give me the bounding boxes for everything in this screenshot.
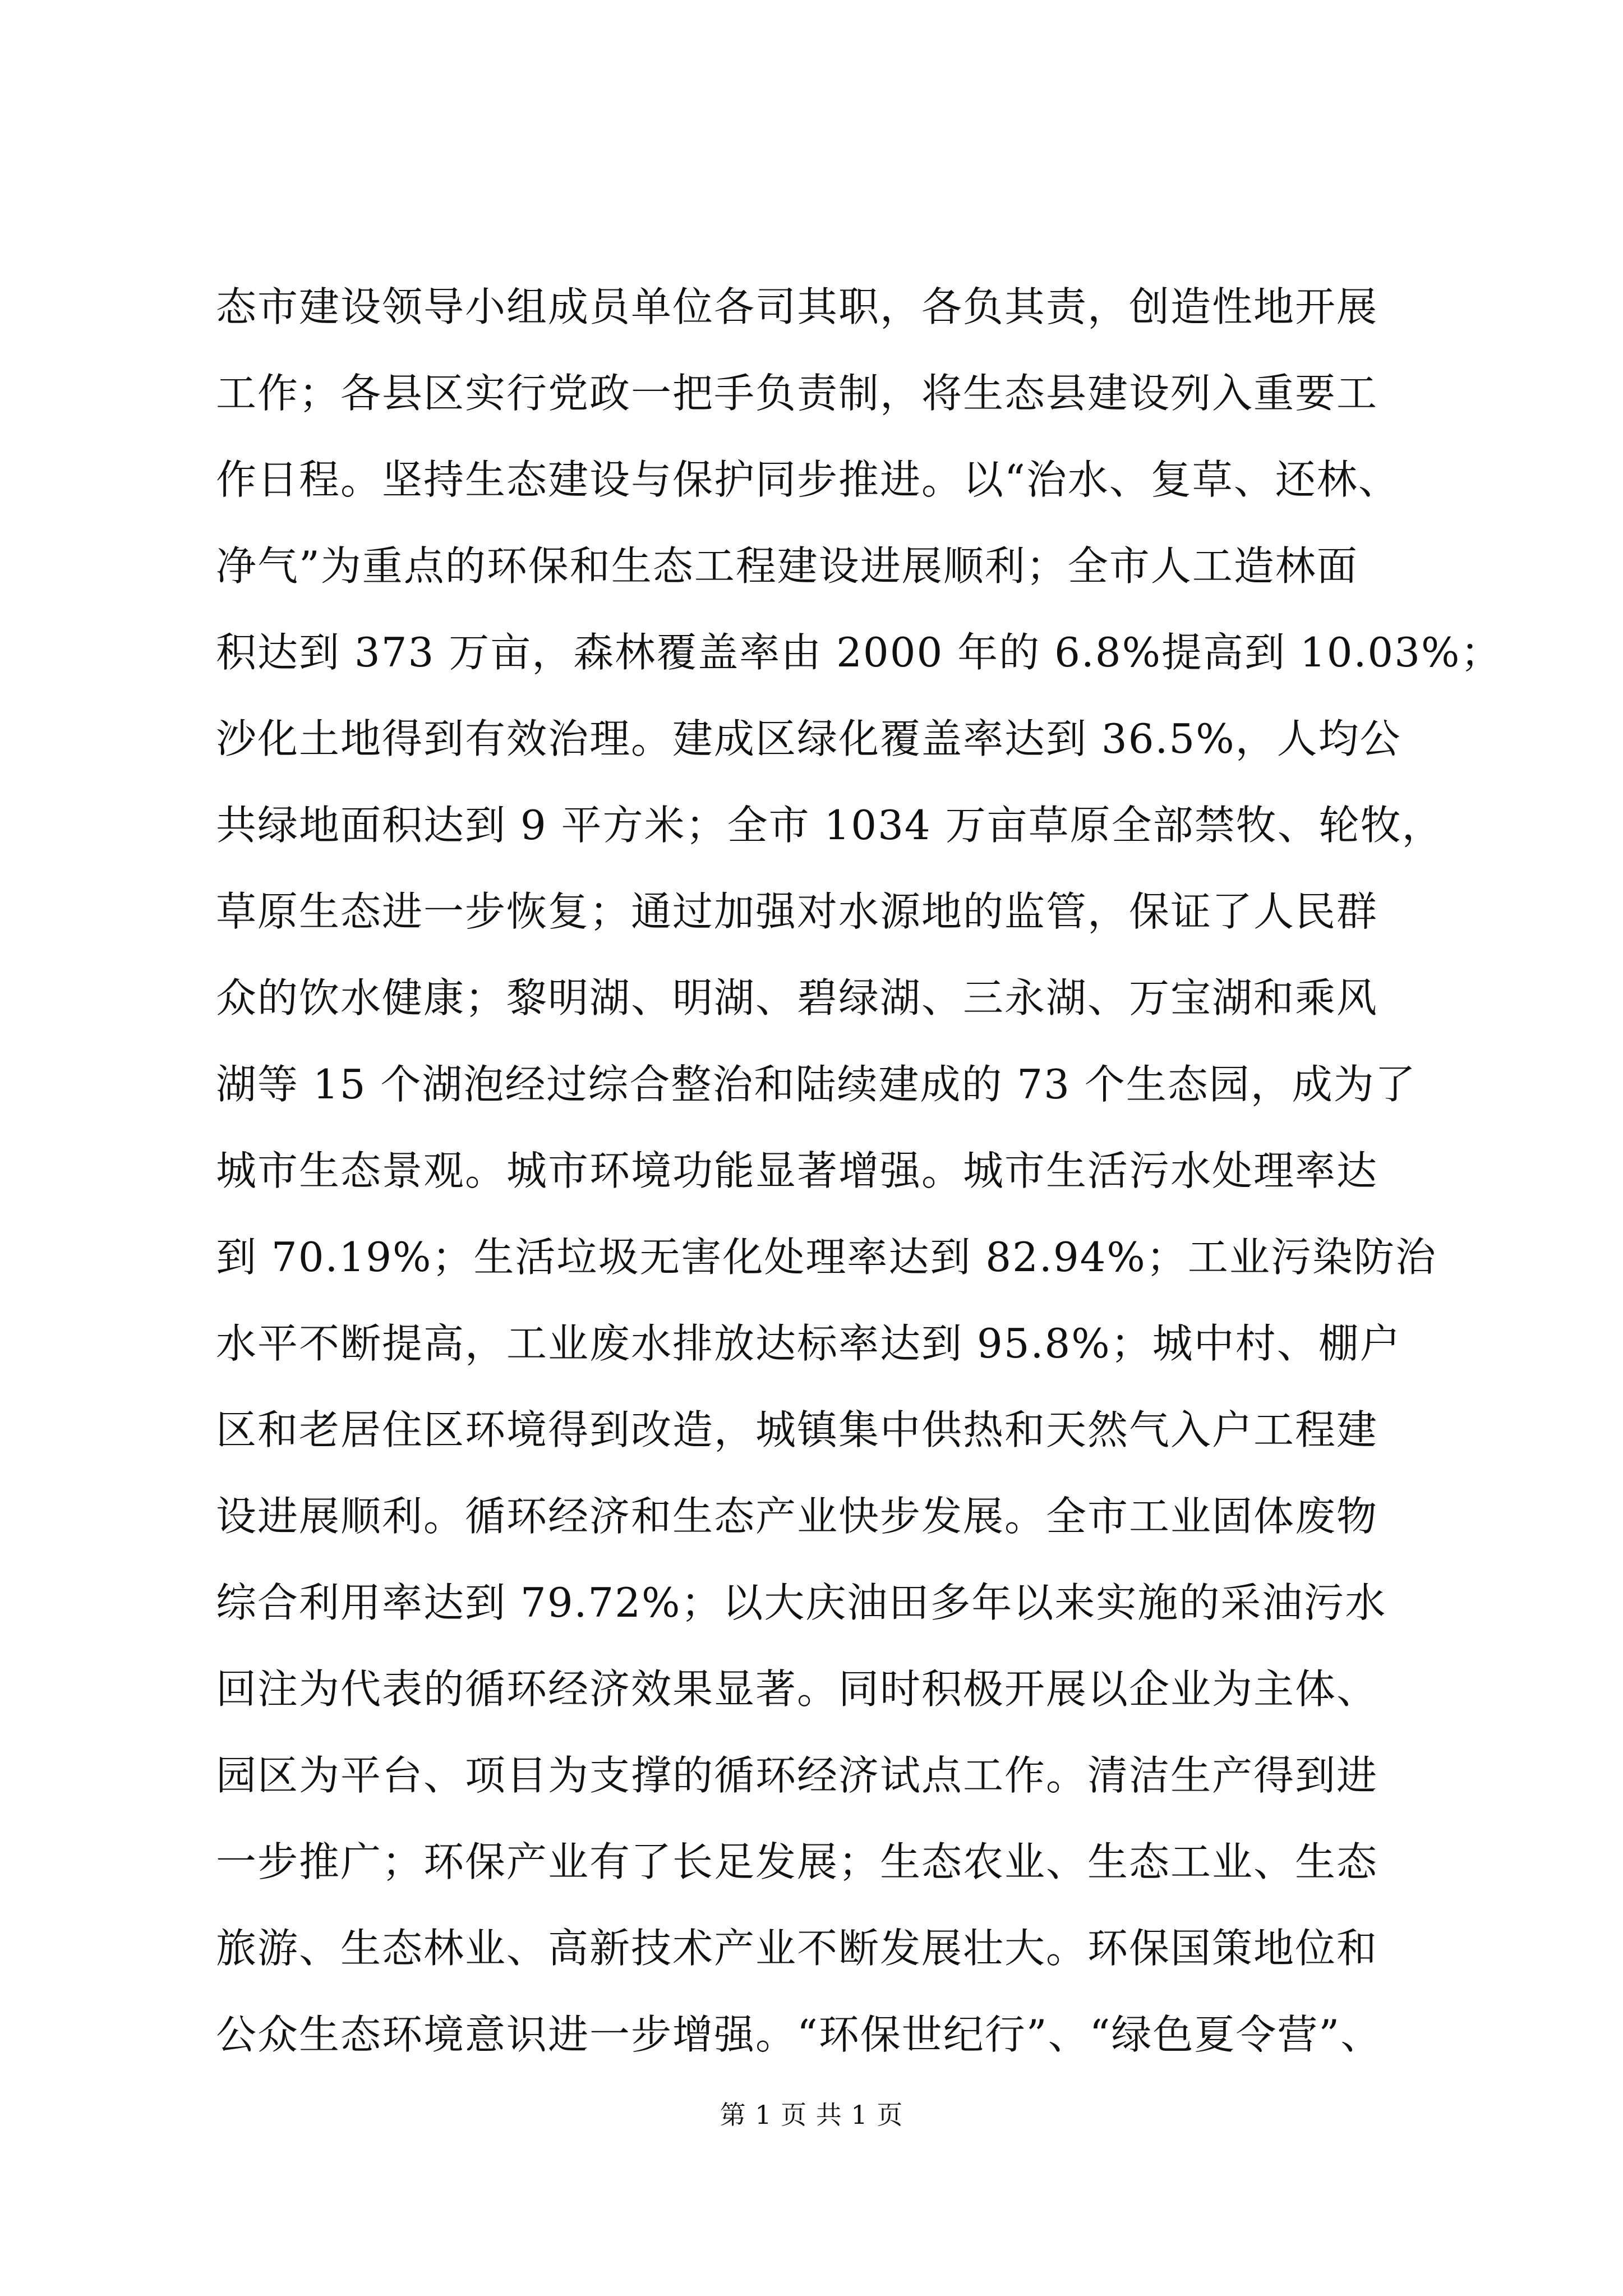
text-line: 净气”为重点的环保和生态工程建设进展顺利；全市人工造林面 [216,542,1358,590]
text-line: 回注为代表的循环经济效果显著。同时积极开展以企业为主体、 [216,1665,1378,1713]
text-line: 工作；各县区实行党政一把手负责制，将生态县建设列入重要工 [216,370,1378,417]
text-line: 到 70.19%；生活垃圾无害化处理率达到 82.94%；工业污染防治 [216,1234,1437,1281]
text-line: 水平不断提高，工业废水排放达标率达到 95.8%；城中村、棚户 [216,1320,1401,1367]
text-line: 众的饮水健康；黎明湖、明湖、碧绿湖、三永湖、万宝湖和乘风 [216,974,1378,1022]
text-line: 设进展顺利。循环经济和生态产业快步发展。全市工业固体废物 [216,1493,1378,1540]
text-line: 共绿地面积达到 9 平方米；全市 1034 万亩草原全部禁牧、轮牧， [216,802,1444,849]
text-line: 综合利用率达到 79.72%；以大庆油田多年以来实施的采油污水 [216,1579,1387,1626]
text-line: 湖等 15 个湖泡经过综合整治和陆续建成的 73 个生态园，成为了 [216,1061,1417,1108]
text-line: 作日程。坚持生态建设与保护同步推进。以“治水、复草、还林、 [216,456,1400,503]
text-line: 积达到 373 万亩，森林覆盖率由 2000 年的 6.8%提高到 10.03%； [216,629,1502,676]
text-line: 态市建设领导小组成员单位各司其职，各负其责，创造性地开展 [216,283,1378,330]
text-line: 区和老居住区环境得到改造，城镇集中供热和天然气入户工程建 [216,1406,1378,1453]
text-line: 一步推广；环保产业有了长足发展；生态农业、生态工业、生态 [216,1838,1378,1885]
page-footer: 第 1 页 共 1 页 [720,2100,903,2130]
text-line: 旅游、生态林业、高新技术产业不断发展壮大。环保国策地位和 [216,1925,1378,1972]
text-line: 草原生态进一步恢复；通过加强对水源地的监管，保证了人民群 [216,888,1378,935]
text-line: 城市生态景观。城市环境功能显著增强。城市生活污水处理率达 [216,1147,1378,1194]
body-paragraph [216,264,1502,2078]
text-line: 园区为平台、项目为支撑的循环经济试点工作。清洁生产得到进 [216,1752,1378,1799]
text-line: 沙化土地得到有效治理。建成区绿化覆盖率达到 36.5%，人均公 [216,715,1401,762]
text-line: 公众生态环境意识进一步增强。“环保世纪行”、“绿色夏令营”、 [216,2011,1382,2058]
